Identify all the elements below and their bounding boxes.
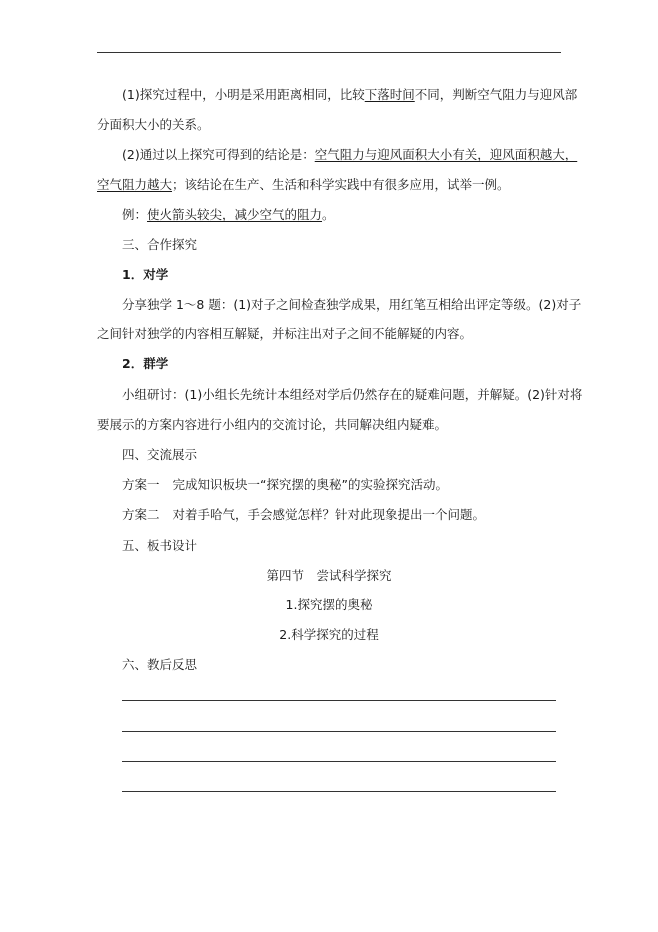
plan-2-text: 对着手哈气，手会感觉怎样？针对此现象提出一个问题。 <box>172 507 486 522</box>
example-line <box>122 207 335 223</box>
q1-answer-blank: 下落时间 <box>364 87 415 102</box>
plan-2-label: 方案二 <box>122 507 160 522</box>
q2-answer-blank-1: 空气阻力与迎风面积大小有关，迎风面积越大， <box>314 147 578 162</box>
reflection-writing-line <box>122 791 556 792</box>
sub1-line-2: 之间针对独学的内容相互解疑，并标注出对子之间不能解疑的内容。 <box>97 326 473 341</box>
section-5-title: 五、板书设计 <box>122 538 198 553</box>
sub2-title: 2．群学 <box>122 356 169 371</box>
section-3-title: 三、合作探究 <box>122 237 198 252</box>
q2-answer-blank-2: 空气阻力越大 <box>97 177 173 192</box>
plan-1-label: 方案一 <box>122 477 160 492</box>
board-item-1: 1.探究摆的奥秘 <box>285 597 373 612</box>
q1-line-2: 分面积大小的关系。 <box>97 117 210 132</box>
q1-prefix: (1)探究过程中，小明是采用距离相同，比较 <box>122 87 365 102</box>
section-4-title: 四、交流展示 <box>122 447 198 462</box>
q2-line-1 <box>122 147 577 163</box>
sub2-line-2: 要展示的方案内容进行小组内的交流讨论，共同解决组内疑难。 <box>97 417 448 432</box>
q2-prefix: (2)通过以上探究可得到的结论是： <box>122 147 315 162</box>
example-answer: 使火箭头较尖，减少空气的阻力 <box>147 207 323 222</box>
board-item-2: 2.科学探究的过程 <box>279 627 379 642</box>
board-title: 第四节 尝试科学探究 <box>266 568 392 583</box>
reflection-writing-line <box>122 761 556 762</box>
reflection-writing-line <box>122 731 556 732</box>
plan-2-line <box>122 507 485 523</box>
plan-1-line <box>122 477 448 493</box>
q2-suffix: ；该结论在生产、生活和科学实践中有很多应用，试举一例。 <box>172 177 510 192</box>
example-label: 例： <box>122 207 148 222</box>
reflection-writing-line <box>122 700 556 701</box>
example-end: 。 <box>322 207 335 222</box>
sub2-line-1: 小组研讨：(1)小组长先统计本组经对学后仍然存在的疑难问题，并解疑。(2)针对将 <box>122 387 583 402</box>
q1-suffix: 不同，判断空气阻力与迎风部 <box>414 87 578 102</box>
plan-1-text: 完成知识板块一“探究摆的奥秘”的实验探究活动。 <box>172 477 448 492</box>
page-header-rule <box>97 52 561 53</box>
q1-line-1 <box>122 87 577 103</box>
section-6-title: 六、教后反思 <box>122 657 198 672</box>
q2-line-2 <box>97 177 510 193</box>
sub1-title: 1．对学 <box>122 267 169 282</box>
sub1-line-1: 分享独学 1～8 题：(1)对子之间检查独学成果，用红笔互相给出评定等级。(2)对子 <box>122 297 582 312</box>
